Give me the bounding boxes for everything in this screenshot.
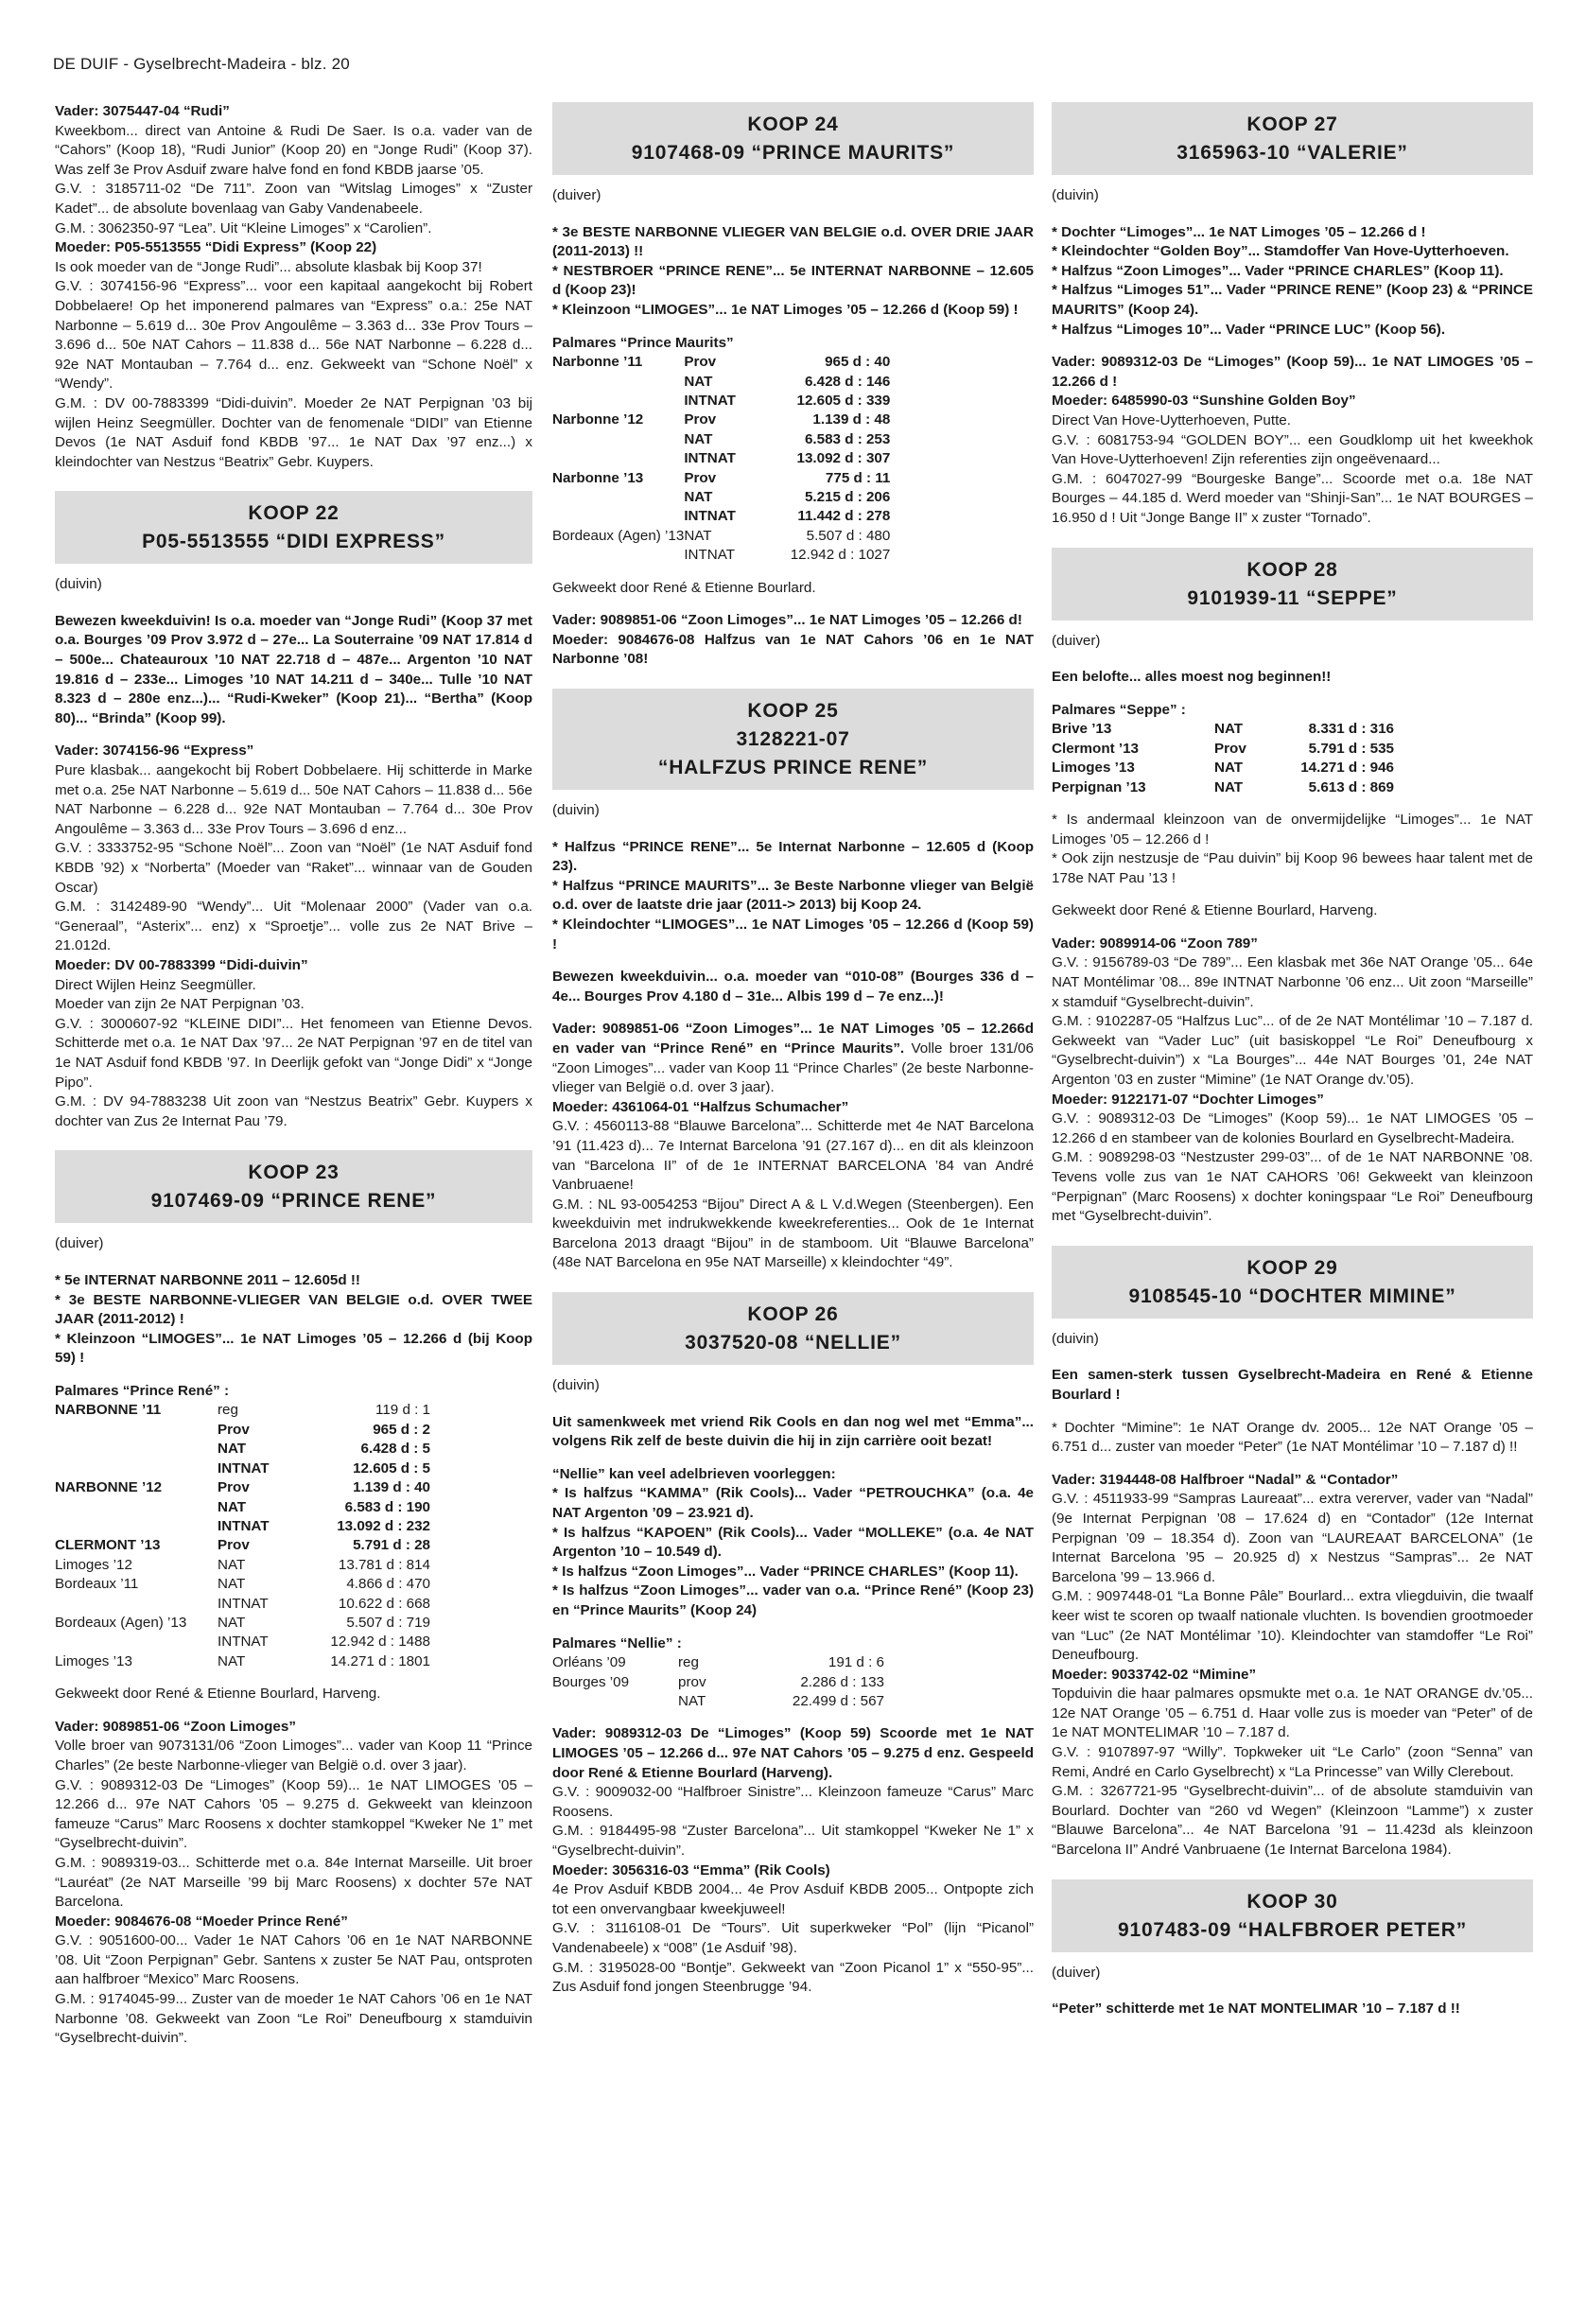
lot-sex: (duivin) bbox=[55, 576, 102, 593]
paragraph: G.V. : 9156789-03 “De 789”... Een klasbak met 36e NAT Orange ’05... 64e NAT Montélimar ’08... 89e INTNAT Narbonne ’06 enz... Uit zoon “Marseille” x stamduif “Gyselbrecht-duivin”. bbox=[1052, 954, 1533, 1010]
paragraph: Vader: 9089914-06 “Zoon 789” bbox=[1052, 935, 1258, 952]
paragraph: G.M. : 9089319-03... Schitterde met o.a. 84e Internat Marseille. Uit broer “Lauréat” (2e NAT Marseille ’99 bij Marc Roosens) x dochter 57e NAT Barcelona. bbox=[55, 1854, 532, 1911]
paragraph: * Dochter “Limoges”... 1e NAT Limoges ’05 – 12.266 d ! bbox=[1052, 223, 1426, 240]
lot-heading bbox=[552, 1292, 1034, 1365]
paragraph: * 3e BESTE NARBONNE VLIEGER VAN BELGIE o.d. OVER DRIE JAAR (2011-2013) !! bbox=[552, 223, 1034, 260]
paragraph: * Kleindochter “Golden Boy”... Stamdoffer Van Hove-Uytterhoeven. bbox=[1052, 243, 1509, 260]
palmares-row bbox=[552, 449, 890, 468]
lot-ring: 9108545-10 “DOCHTER MIMINE” bbox=[1128, 1284, 1456, 1307]
palmares-cell: 6.583 d : 190 bbox=[344, 1498, 430, 1515]
paragraph: Bewezen kweekduivin... o.a. moeder van “010-08” (Bourges 336 d – 4e... Bourges Prov 4.180 d – 31e... Albis 199 d – 7e enz...)! bbox=[552, 969, 1034, 1005]
palmares-cell: 12.942 d : 1027 bbox=[790, 547, 891, 564]
palmares-cell: prov bbox=[678, 1673, 706, 1690]
palmares-cell bbox=[55, 1633, 218, 1651]
palmares-cell: Prov bbox=[684, 469, 717, 486]
paragraph: G.V. : 9051600-00... Vader 1e NAT Cahors ’06 en 1e NAT NARBONNE ’08. Uit “Zoon Perpignan” Gebr. Santens x zuster 5e NAT Pau, ontsproten aan halfbroer “Mexico” Marc Roosens. bbox=[55, 1932, 532, 1988]
palmares-table bbox=[552, 1653, 884, 1711]
palmares-cell: NAT bbox=[684, 489, 713, 505]
paragraph: * Halfzus “Zoon Limoges”... Vader “PRINCE CHARLES” (Koop 11). bbox=[1052, 262, 1504, 279]
palmares-cell: Prov bbox=[684, 411, 717, 428]
palmares-cell bbox=[55, 1440, 218, 1459]
palmares-cell: INTNAT bbox=[218, 1634, 269, 1651]
lot-ring: 9107469-09 “PRINCE RENE” bbox=[150, 1190, 437, 1213]
palmares-row bbox=[552, 1673, 884, 1692]
palmares-cell: 2.286 d : 133 bbox=[800, 1673, 884, 1690]
paragraph: G.M. : DV 00-7883399 “Didi-duivin”. Moeder 2e NAT Perpignan ’03 bij wijlen Heinz Seegmüller. Dochter van de fenomenale “DIDI” van Etienne Devos (1e NAT Asduif fond KBDB ’97... 1e NAT Dax ’97 enz...) x kleindochter van Nestzus “Beatrix” Gebr. Kuypers. bbox=[55, 394, 532, 470]
paragraph: * Dochter “Mimine”: 1e NAT Orange dv. 2005... 12e NAT Orange ’05 – 6.751 d... zuster van moeder “Peter” (1e NAT Montélimar ’10 – 7.187 d) !! bbox=[1052, 1419, 1533, 1456]
spacer bbox=[1052, 688, 1533, 701]
palmares-cell bbox=[552, 392, 684, 411]
paragraph: * Ook zijn nestzusje de “Pau duivin” bij Koop 96 bewees haar talent met de 178e NAT Pau ’13 ! bbox=[1052, 850, 1533, 886]
palmares-row bbox=[55, 1556, 430, 1575]
spacer bbox=[1052, 921, 1533, 935]
palmares-cell: NAT bbox=[684, 430, 713, 447]
palmares-cell: reg bbox=[678, 1654, 699, 1671]
paragraph: Direct Wijlen Heinz Seegmüller. bbox=[55, 976, 256, 993]
palmares-cell: INTNAT bbox=[684, 392, 736, 409]
paragraph: Gekweekt door René & Etienne Bourlard, Harveng. bbox=[1052, 902, 1378, 919]
palmares-cell: 5.613 d : 869 bbox=[1308, 778, 1394, 795]
body-text: Volle broer 131/06 “Zoon Limoges”... vader van Koop 11 “Prince Charles” (2e beste Narbonne-vlieger van België o.d. over 3 jaar). bbox=[552, 1040, 1035, 1096]
paragraph: Vader: 3074156-96 “Express” bbox=[55, 743, 254, 760]
palmares-row bbox=[55, 1575, 430, 1594]
paragraph: * Kleinzoon “LIMOGES”... 1e NAT Limoges ’05 – 12.266 d (Koop 59) ! bbox=[552, 301, 1019, 318]
palmares-cell: 13.092 d : 232 bbox=[337, 1517, 430, 1534]
palmares-cell: 965 d : 40 bbox=[825, 354, 891, 371]
palmares-row bbox=[55, 1401, 430, 1420]
paragraph: Kweekbom... direct van Antoine & Rudi De Saer. Is o.a. vader van de “Cahors” (Koop 18), “Rudi Junior” (Koop 20) en “Jonge Rudi” (Koop 37). Was zelf 3e Prov Asduif zware halve fond en fond KBDB jaarse ’05. bbox=[55, 122, 532, 178]
palmares-row bbox=[55, 1614, 430, 1633]
palmares-cell: Prov bbox=[1214, 740, 1246, 757]
paragraph: G.V. : 9009032-00 “Halfbroer Sinistre”... Kleinzoon fameuze “Carus” Marc Roosens. bbox=[552, 1784, 1034, 1820]
palmares-table bbox=[55, 1401, 430, 1671]
palmares-cell: Prov bbox=[218, 1421, 250, 1438]
palmares-cell: Prov bbox=[684, 354, 717, 371]
lot-sex: (duiver) bbox=[1052, 1964, 1101, 1981]
palmares-cell: NAT bbox=[678, 1693, 706, 1709]
paragraph: * NESTBROER “PRINCE RENE”... 5e INTERNAT NARBONNE – 12.605 d (Koop 23)! bbox=[552, 262, 1034, 299]
palmares-cell: Bordeaux (Agen) ’13 bbox=[55, 1614, 187, 1631]
lot-sex: (duiver) bbox=[1052, 632, 1101, 649]
palmares-cell: 14.271 d : 1801 bbox=[330, 1652, 430, 1669]
palmares-row bbox=[55, 1440, 430, 1459]
paragraph: Moeder: P05-5513555 “Didi Express” (Koop 22) bbox=[55, 239, 377, 256]
palmares-cell bbox=[552, 430, 684, 449]
spacer bbox=[55, 1671, 532, 1685]
paragraph: Direct Van Hove-Uytterhoeven, Putte. bbox=[1052, 411, 1291, 428]
palmares-cell bbox=[55, 1421, 218, 1440]
palmares-cell: 5.791 d : 28 bbox=[353, 1537, 430, 1554]
spacer bbox=[1052, 1406, 1533, 1419]
palmares-row bbox=[552, 546, 890, 565]
palmares-cell bbox=[552, 507, 684, 526]
paragraph: * 3e BESTE NARBONNE-VLIEGER VAN BELGIE o.d. OVER TWEE JAAR (2011-2012) ! bbox=[55, 1291, 532, 1328]
paragraph: G.M. : 3267721-95 “Gyselbrecht-duivin”... of de absolute stamduivin van Bourlard. Dochter van “260 vd Wegen” (Kleinzoon “Lamme”) x zuster “Blauwe Barcelona”... 4e NAT Barcelona ’91 – 11.423d als kleinzoon “Barcelona II” André Vanbruaene (1e Internat Barcelona 1984). bbox=[1052, 1783, 1533, 1859]
paragraph: Moeder van zijn 2e NAT Perpignan ’03. bbox=[55, 996, 305, 1013]
palmares-cell: 191 d : 6 bbox=[828, 1654, 884, 1671]
column-1 bbox=[55, 102, 532, 2049]
paragraph: G.M. : NL 93-0054253 “Bijou” Direct A & L V.d.Wegen (Steenbergen). Een kweekduivin met indrukwekkende kweekreferenties... Ook de 1e Internat Barcelona 2013 draagt “Bijou” in de stamboom. Uit “Blauwe Barcelona” (48e NAT Barcelona en 95e NAT Marseille) x kleindochter “49”. bbox=[552, 1196, 1034, 1271]
paragraph: Vader: 9089312-03 De “Limoges” (Koop 59)... 1e NAT LIMOGES ’05 – 12.266 d ! bbox=[1052, 354, 1533, 390]
palmares-cell: 119 d : 1 bbox=[375, 1402, 430, 1419]
palmares-row bbox=[55, 1633, 430, 1651]
lot-ring: P05-5513555 “DIDI EXPRESS” bbox=[142, 531, 445, 553]
palmares-cell: Perpignan ’13 bbox=[1052, 778, 1146, 795]
palmares-cell: Bordeaux (Agen) ’13 bbox=[552, 527, 685, 544]
lot-heading bbox=[55, 1150, 532, 1223]
palmares-row bbox=[55, 1536, 430, 1555]
paragraph: * Is halfzus “Zoon Limoges”... Vader “PRINCE CHARLES” (Koop 11). bbox=[552, 1563, 1019, 1580]
paragraph: G.M. : 9097448-01 “La Bonne Pâle” Bourlard... extra vliegduivin, die twaalf keer wist te scoren op twaalf nationale vluchten. Is bovendien grootmoeder van “Luc” (2e NAT Montélimar ’10). Kleindochter van stamdoffer “Le Roi” Deneufbourg. bbox=[1052, 1588, 1533, 1664]
paragraph: * Halfzus “Limoges 51”... Vader “PRINCE RENE” (Koop 23) & “PRINCE MAURITS” (Koop 24). bbox=[1052, 282, 1533, 318]
spacer bbox=[552, 321, 1034, 334]
lot-name: “HALFZUS PRINCE RENE” bbox=[657, 757, 929, 778]
palmares-row bbox=[552, 430, 890, 449]
lot-ring: 3128221-07 bbox=[736, 728, 850, 750]
lot-number: KOOP 23 bbox=[248, 1162, 340, 1184]
palmares-row bbox=[55, 1478, 430, 1497]
palmares-cell: Bourges ’09 bbox=[552, 1673, 630, 1690]
palmares-cell bbox=[552, 373, 684, 392]
palmares-cell: INTNAT bbox=[684, 450, 736, 467]
paragraph: Topduivin die haar palmares opsmukte met o.a. 1e NAT ORANGE dv.’05... 12e NAT Orange ’05 – 6.751 d. Haar volle zus is moeder van “Peter” of de 1e NAT MONTELIMAR ’10 – 7.187 d. bbox=[1052, 1686, 1533, 1741]
spacer bbox=[55, 728, 532, 742]
lot-number: KOOP 30 bbox=[1246, 1890, 1338, 1913]
palmares-cell: NAT bbox=[684, 373, 713, 390]
paragraph: G.M. : 3195028-00 “Bontje”. Gekweekt van “Zoon Picanol 1” x “550-95”... Zus Asduif fond jongen Steenbrugge ’94. bbox=[552, 1959, 1034, 1996]
palmares-cell bbox=[552, 449, 684, 468]
paragraph: Palmares “Prince Maurits” bbox=[552, 334, 734, 351]
palmares-cell: NAT bbox=[218, 1556, 246, 1573]
paragraph: G.M. : 3142489-90 “Wendy”... Uit “Molenaar 2000” (Vader van o.a. “Generaal”, “Asterix”... enz) x “Sproetje”... volle zus 2e NAT Brive – 21.012d. bbox=[55, 899, 532, 954]
palmares-cell: INTNAT bbox=[218, 1459, 270, 1477]
palmares-cell: 13.092 d : 307 bbox=[796, 450, 891, 467]
spacer bbox=[552, 1711, 1034, 1724]
palmares-cell: 6.583 d : 253 bbox=[804, 430, 891, 447]
paragraph: G.V. : 9107897-97 “Willy”. Topkweker uit “Le Carlo” (zoon “Senna” van Remi, André en Carlo Gyselbrecht) x “La Princesse” van Willy Clerebout. bbox=[1052, 1744, 1533, 1780]
spacer bbox=[1052, 340, 1533, 353]
paragraph: * Halfzus “Limoges 10”... Vader “PRINCE LUC” (Koop 56). bbox=[1052, 321, 1446, 338]
paragraph: * Is halfzus “KAPOEN” (Rik Cools)... Vader “MOLLEKE” (o.a. 4e NAT Argenton ’10 – 10.549 d). bbox=[552, 1524, 1034, 1561]
palmares-cell bbox=[55, 1517, 218, 1536]
spacer bbox=[552, 598, 1034, 611]
palmares-cell: INTNAT bbox=[218, 1517, 270, 1534]
bold-text: Vader: 9089851-06 “Zoon Limoges”... 1e NAT Limoges ’05 – 12.266d en vader van “Prince René” en “Prince Maurits”. bbox=[552, 1021, 1034, 1057]
paragraph: G.V. : 6081753-94 “GOLDEN BOY”... een Goudklomp uit het kweekhok Van Hove-Uytterhoeven! Zijn referenties zijn ongeëvenaard... bbox=[1052, 431, 1533, 468]
palmares-cell: 965 d : 2 bbox=[373, 1421, 430, 1438]
lot-ring: 9107483-09 “HALFBROER PETER” bbox=[1117, 1918, 1467, 1941]
palmares-row bbox=[55, 1498, 430, 1517]
paragraph: Palmares “Seppe” : bbox=[1052, 701, 1186, 718]
palmares-cell bbox=[552, 546, 684, 565]
lot-sex: (duivin) bbox=[1052, 1330, 1099, 1347]
palmares-cell: 1.139 d : 40 bbox=[353, 1479, 430, 1496]
paragraph: * Is halfzus “Zoon Limoges”... vader van o.a. “Prince René” (Koop 23) en “Prince Maurits” (Koop 24) bbox=[552, 1582, 1034, 1618]
paragraph: G.M. : 9184495-98 “Zuster Barcelona”... Uit stamkoppel “Kweker Ne 1” x “Gyselbrecht-duivin”. bbox=[552, 1823, 1034, 1859]
palmares-cell: NAT bbox=[1214, 778, 1244, 795]
palmares-cell: 22.499 d : 567 bbox=[792, 1693, 884, 1709]
palmares-row bbox=[552, 1692, 884, 1711]
spacer bbox=[552, 566, 1034, 579]
paragraph: G.V. : 3074156-96 “Express”... voor een kapitaal aangekocht bij Robert Dobbelaere! Op het imponerend palmares van “Express” o.a.: 25e NAT Narbonne – 5.619 d... 30e Prov Angoulême – 3.363 d... 33e Prov Tours – 3.696 d... 50e NAT Cahors – 11.838 d... 56e NAT Narbonne – 6.228 d... 92e NAT Montauban – 7.764 d... enz. Gekweekt van “Schone Noël” x “Wendy”. bbox=[55, 278, 532, 393]
paragraph: G.V. : 4560113-88 “Blauwe Barcelona”... Schitterde met 4e NAT Barcelona ’91 (11.423 d)... 7e Internat Barcelona ’91 (27.167 d)... en dit als kleinzoon van “Barcelona II” of de 1e INTERNAT BARCELONA ’84 van André Vanbruaene! bbox=[552, 1118, 1034, 1194]
palmares-cell: Prov bbox=[218, 1537, 250, 1554]
palmares-row bbox=[552, 527, 890, 546]
palmares-row bbox=[55, 1421, 430, 1440]
lot-number: KOOP 28 bbox=[1246, 558, 1338, 581]
paragraph: * Halfzus “PRINCE MAURITS”... 3e Beste Narbonne vlieger van België o.d. over de laatste drie jaar (2011-> 2013) bij Koop 24. bbox=[552, 877, 1034, 914]
lot-number: KOOP 22 bbox=[248, 502, 340, 525]
spacer bbox=[55, 1704, 532, 1718]
paragraph: Is ook moeder van de “Jonge Rudi”... absolute klasbak bij Koop 37! bbox=[55, 258, 482, 275]
paragraph: * Is andermaal kleinzoon van de onvermijdelijke “Limoges”... 1e NAT Limoges ’05 – 12.266 d ! bbox=[1052, 811, 1533, 847]
lot-number: KOOP 27 bbox=[1246, 114, 1338, 135]
palmares-row bbox=[552, 411, 890, 429]
palmares-cell bbox=[552, 488, 684, 507]
paragraph: G.M. : 3062350-97 “Lea”. Uit “Kleine Limoges” x “Carolien”. bbox=[55, 219, 432, 236]
paragraph: Moeder: 9033742-02 “Mimine” bbox=[1052, 1666, 1257, 1683]
lot-heading bbox=[1052, 548, 1533, 620]
paragraph: Moeder: 9084676-08 “Moeder Prince René” bbox=[55, 1913, 348, 1930]
palmares-row bbox=[552, 353, 890, 372]
palmares-cell: INTNAT bbox=[218, 1595, 269, 1612]
paragraph: Uit samenkweek met vriend Rik Cools en dan nog wel met “Emma”... volgens Rik zelf de beste duivin die hij in zijn carrière ooit bezat! bbox=[552, 1413, 1034, 1450]
palmares-cell: 1.139 d : 48 bbox=[812, 411, 891, 428]
paragraph: Pure klasbak... aangekocht bij Robert Dobbelaere. Hij schitterde in Marke met o.a. 25e NAT Narbonne – 5.619 d... 50e NAT Cahors – 11.838 d... 56e NAT Narbonne – 6.228 d... 92e NAT Montauban – 7.764 d... 30e Prov Angoulême – 3.363 d... 33e Prov Tours – 3.696 d enz... bbox=[55, 762, 532, 837]
palmares-cell: 11.442 d : 278 bbox=[797, 508, 891, 525]
palmares-cell: NAT bbox=[218, 1441, 247, 1458]
palmares-cell bbox=[55, 1595, 218, 1614]
lot-ring: 3037520-08 “NELLIE” bbox=[685, 1332, 901, 1354]
paragraph: G.V. : 9089312-03 De “Limoges” (Koop 59)... 1e NAT LIMOGES ’05 – 12.266 d en stambeer van de kolonies Bourlard en Gyselbrecht-Madeira. bbox=[1052, 1110, 1533, 1146]
palmares-cell: Narbonne ’13 bbox=[552, 469, 644, 486]
spacer bbox=[55, 1369, 532, 1382]
lot-number: KOOP 24 bbox=[747, 114, 839, 135]
spacer bbox=[552, 954, 1034, 968]
palmares-cell: INTNAT bbox=[684, 508, 736, 525]
paragraph: G.M. : 9089298-03 “Nestzuster 299-03”... of de 1e NAT NARBONNE ’08. Tevens volle zus van 1e NAT CAHORS ’06! Gekweekt van kleinzoon “Perpignan” (Marc Roosens) x dochter koningspaar “Le Roi” Deneufbourg met “Gyselbrecht-duivin”. bbox=[1052, 1149, 1533, 1225]
lot-heading bbox=[1052, 1879, 1533, 1952]
lot-sex: (duiver) bbox=[55, 1235, 104, 1252]
lot-ring: 9107468-09 “PRINCE MAURITS” bbox=[631, 142, 955, 164]
lot-heading bbox=[1052, 1246, 1533, 1319]
palmares-cell: CLERMONT ’13 bbox=[55, 1537, 161, 1554]
paragraph bbox=[552, 1020, 1034, 1097]
palmares-cell: Clermont ’13 bbox=[1052, 740, 1139, 757]
paragraph: Een samen-sterk tussen Gyselbrecht-Madeira en René & Etienne Bourlard ! bbox=[1052, 1367, 1533, 1403]
palmares-table bbox=[552, 353, 890, 565]
paragraph: G.M. : 9174045-99... Zuster van de moeder 1e NAT Cahors ’06 en 1e NAT Narbonne ’08. Gekweekt van Zoon “Le Roi” Deneufbourg x stamduivin “Gyselbrecht-duivin”. bbox=[55, 1991, 532, 2047]
palmares-row bbox=[55, 1652, 430, 1671]
paragraph: Bewezen kweekduivin! Is o.a. moeder van “Jonge Rudi” (Koop 37 met o.a. Bourges ’09 Prov 3.972 d – 27e... La Souterraine ’09 NAT 17.814 d – 500e... Chateauroux ’10 NAT 22.718 d – 487e... Argenton ’10 NAT 19.816 d – 233e... Limoges ’10 NAT 14.211 d – 340e... Tulle ’10 NAT 8.323 d – 280e enz...)... “Rudi-Kweker” (Koop 21)... “Bertha” (Koop 80)... “Brinda” (Koop 99). bbox=[55, 612, 532, 726]
palmares-cell: 12.605 d : 5 bbox=[353, 1459, 430, 1477]
palmares-cell: NAT bbox=[218, 1498, 247, 1515]
paragraph: * 5e INTERNAT NARBONNE 2011 – 12.605d !! bbox=[55, 1271, 360, 1288]
palmares-row bbox=[55, 1517, 430, 1536]
palmares-cell: Narbonne ’11 bbox=[552, 354, 643, 371]
lot-number: KOOP 29 bbox=[1246, 1256, 1338, 1279]
palmares-cell: 14.271 d : 946 bbox=[1300, 760, 1394, 777]
palmares-row bbox=[1052, 778, 1394, 797]
paragraph: Moeder: 4361064-01 “Halfzus Schumacher” bbox=[552, 1098, 849, 1115]
paragraph: Een belofte... alles moest nog beginnen!! bbox=[1052, 669, 1332, 686]
paragraph: G.M. : 6047027-99 “Bourgeske Bange”... Scoorde met o.a. 18e NAT Bourges – 44.185 d. Werd moeder van “Shinji-San”... 1e NAT BOURGES – 16.950 d ! Uit “Jonge Bange II” x zuster “Tornado”. bbox=[1052, 470, 1533, 526]
palmares-cell: 8.331 d : 316 bbox=[1308, 721, 1394, 738]
palmares-cell: 4.866 d : 470 bbox=[346, 1576, 430, 1593]
page-header: DE DUIF - Gyselbrecht-Madeira - blz. 20 bbox=[53, 55, 350, 73]
lot-number: KOOP 26 bbox=[747, 1303, 839, 1326]
lot-heading bbox=[1052, 102, 1533, 175]
palmares-row bbox=[55, 1459, 430, 1478]
paragraph: * Halfzus “PRINCE RENE”... 5e Internat Narbonne – 12.605 d (Koop 23). bbox=[552, 838, 1034, 875]
palmares-cell: NAT bbox=[218, 1614, 246, 1631]
lot-sex: (duivin) bbox=[552, 802, 600, 818]
palmares-cell: 5.215 d : 206 bbox=[804, 489, 891, 505]
spacer bbox=[1052, 888, 1533, 901]
lot-sex: (duiver) bbox=[552, 187, 601, 203]
palmares-cell: NAT bbox=[218, 1576, 246, 1593]
palmares-cell: NAT bbox=[1214, 760, 1244, 777]
palmares-cell: NARBONNE ’12 bbox=[55, 1479, 163, 1496]
palmares-cell: 5.507 d : 719 bbox=[346, 1614, 430, 1631]
paragraph: Moeder: 6485990-03 “Sunshine Golden Boy” bbox=[1052, 393, 1356, 410]
paragraph: G.M. : 9102287-05 “Halfzus Luc”... of de 2e NAT Montélimar ’10 – 7.187 d. Gekweekt van “Vader Luc” (uit basiskoppel “Le Roi” Deneufbourg x “Gyselbrecht-duivin”) x “La Bourges”... 44e NAT Bourges ’01, 24e NAT Argenton ’03 en zuster “Mimine” (1e NAT Orange dv.’05). bbox=[1052, 1013, 1533, 1089]
palmares-cell bbox=[552, 1692, 678, 1711]
palmares-cell: Brive ’13 bbox=[1052, 721, 1112, 738]
palmares-table bbox=[1052, 720, 1394, 797]
lot-heading bbox=[55, 491, 532, 564]
palmares-cell: 5.507 d : 480 bbox=[806, 527, 891, 544]
lot-heading bbox=[552, 689, 1034, 790]
palmares-row bbox=[552, 392, 890, 411]
palmares-cell: INTNAT bbox=[684, 547, 736, 564]
palmares-cell: 12.942 d : 1488 bbox=[330, 1634, 430, 1651]
palmares-row bbox=[1052, 720, 1394, 739]
palmares-cell: 6.428 d : 146 bbox=[804, 373, 891, 390]
palmares-cell: Bordeaux ’11 bbox=[55, 1576, 139, 1593]
paragraph: Moeder: 9122171-07 “Dochter Limoges” bbox=[1052, 1091, 1324, 1108]
palmares-cell: 775 d : 11 bbox=[825, 469, 891, 486]
spacer bbox=[552, 1621, 1034, 1634]
palmares-row bbox=[552, 1653, 884, 1672]
paragraph: Vader: 9089312-03 De “Limoges” (Koop 59) Scoorde met 1e NAT LIMOGES ’05 – 12.266 d... 97e NAT Cahors ’05 – 9.275 d enz. Gespeeld door René & Etienne Bourlard (Harveng). bbox=[552, 1725, 1034, 1781]
paragraph: Moeder: 3056316-03 “Emma” (Rik Cools) bbox=[552, 1861, 830, 1878]
palmares-cell: NARBONNE ’11 bbox=[55, 1402, 162, 1419]
palmares-row bbox=[1052, 759, 1394, 778]
paragraph: Vader: 9089851-06 “Zoon Limoges” bbox=[55, 1718, 296, 1735]
palmares-row bbox=[552, 469, 890, 488]
palmares-row bbox=[552, 488, 890, 507]
palmares-cell: 13.781 d : 814 bbox=[338, 1556, 430, 1573]
lot-ring: 9101939-11 “SEPPE” bbox=[1187, 586, 1398, 609]
palmares-cell: 5.791 d : 535 bbox=[1308, 740, 1394, 757]
paragraph: G.M. : DV 94-7883238 Uit zoon van “Nestzus Beatrix” Gebr. Kuypers x dochter van Zus 2e Internat Pau ’79. bbox=[55, 1093, 532, 1129]
palmares-cell: Limoges ’12 bbox=[55, 1556, 132, 1573]
paragraph: 4e Prov Asduif KBDB 2004... 4e Prov Asduif KBDB 2005... Ontpopte zich tot een onvervangbaar kweekjuweel! bbox=[552, 1881, 1034, 1917]
spacer bbox=[1052, 797, 1533, 811]
lot-number: KOOP 25 bbox=[747, 700, 839, 722]
paragraph: G.V. : 3000607-92 “KLEINE DIDI”... Het fenomeen van Etienne Devos. Schitterde met o.a. 1e NAT Dax ’97... 2e NAT Perpignan ’97 en de titel van 1e NAT Asduif fond KBDB ’97. In Deerlijk gefokt van “Jonge Didi” x “Jonge Pipo”. bbox=[55, 1015, 532, 1091]
palmares-row bbox=[552, 507, 890, 526]
paragraph: Palmares “Nellie” : bbox=[552, 1634, 682, 1651]
paragraph: G.V. : 4511933-99 “Sampras Laureaat”... extra vererver, vader van “Nadal” (9e Internat Perpignan ’08 – 17.624 d) en “Contador” (12e Internat Perpignan ’09 – 18.354 d). Zoon van “LAUREAAT BARCELONA” (1e Internat Barcelona ’95 – 20.925 d) x Nestzus “Sampras”... 2e NAT Barcelona ’99 – 13.966 d. bbox=[1052, 1491, 1533, 1585]
lot-heading bbox=[552, 102, 1034, 175]
palmares-row bbox=[1052, 740, 1394, 759]
paragraph: Volle broer van 9073131/06 “Zoon Limoges”... vader van Koop 11 “Prince Charles” (2e beste Narbonne-vlieger van België o.d. over 3 jaar). bbox=[55, 1738, 532, 1774]
palmares-cell: reg bbox=[218, 1402, 238, 1419]
column-3 bbox=[1052, 102, 1533, 2019]
lot-sex: (duivin) bbox=[552, 1377, 600, 1394]
palmares-cell: Limoges ’13 bbox=[1052, 760, 1135, 777]
paragraph: “Nellie” kan veel adelbrieven voorleggen: bbox=[552, 1465, 836, 1482]
spacer bbox=[1052, 1458, 1533, 1471]
palmares-cell bbox=[55, 1459, 218, 1478]
palmares-cell: 6.428 d : 5 bbox=[360, 1441, 430, 1458]
palmares-cell: Narbonne ’12 bbox=[552, 411, 644, 428]
paragraph: Moeder: DV 00-7883399 “Didi-duivin” bbox=[55, 956, 308, 973]
palmares-cell: NAT bbox=[1214, 721, 1244, 738]
paragraph: * Kleinzoon “LIMOGES”... 1e NAT Limoges ’05 – 12.266 d (bij Koop 59) ! bbox=[55, 1330, 532, 1367]
paragraph: Moeder: 9084676-08 Halfzus van 1e NAT Cahors ’06 en 1e NAT Narbonne ’08! bbox=[552, 631, 1034, 668]
paragraph: * Is halfzus “KAMMA” (Rik Cools)... Vader “PETROUCHKA” (o.a. 4e NAT Argenton ’09 – 23.921 d). bbox=[552, 1485, 1034, 1522]
palmares-cell: Prov bbox=[218, 1479, 250, 1496]
palmares-cell: NAT bbox=[684, 527, 712, 544]
lot-sex: (duivin) bbox=[1052, 187, 1099, 203]
paragraph: Vader: 9089851-06 “Zoon Limoges”... 1e NAT Limoges ’05 – 12.266 d! bbox=[552, 612, 1022, 629]
palmares-cell: 10.622 d : 668 bbox=[338, 1595, 430, 1612]
paragraph: G.V. : 3116108-01 De “Tours”. Uit superkweker “Pol” (lijn “Picanol” Vandenabeele) x “008” (1e Asduif ’98). bbox=[552, 1920, 1034, 1956]
lot-ring: 3165963-10 “VALERIE” bbox=[1176, 142, 1408, 164]
palmares-cell: Orléans ’09 bbox=[552, 1654, 626, 1671]
palmares-cell: Limoges ’13 bbox=[55, 1652, 132, 1669]
paragraph: Gekweekt door René & Etienne Bourlard. bbox=[552, 579, 816, 596]
paragraph: Vader: 3194448-08 Halfbroer “Nadal” & “Contador” bbox=[1052, 1471, 1399, 1488]
paragraph: Gekweekt door René & Etienne Bourlard, Harveng. bbox=[55, 1686, 381, 1703]
palmares-cell: 12.605 d : 339 bbox=[796, 392, 891, 409]
palmares-row bbox=[552, 373, 890, 392]
paragraph: * Kleindochter “LIMOGES”... 1e NAT Limoges ’05 – 12.266 d (Koop 59) ! bbox=[552, 916, 1034, 952]
palmares-cell bbox=[55, 1498, 218, 1517]
paragraph: G.V. : 3333752-95 “Schone Noël”... Zoon van “Noël” (1e NAT Asduif fond KBDB ’92) x “Norberta” (Moeder van “Raket”... winnaar van de Gouden Oscar) bbox=[55, 840, 532, 896]
palmares-row bbox=[55, 1595, 430, 1614]
paragraph: Vader: 3075447-04 “Rudi” bbox=[55, 103, 230, 119]
spacer bbox=[552, 1006, 1034, 1020]
paragraph: G.V. : 9089312-03 De “Limoges” (Koop 59)... 1e NAT LIMOGES ’05 – 12.266 d... 97e NAT Cahors ’05 – 9.275 d. Gekweekt van kleinzoon fameuze “Carus” Marc Roosens x dochter stamkoppel “Kweker Ne 1” met “Gyselbrecht-duivin”. bbox=[55, 1776, 532, 1852]
paragraph: G.V. : 3185711-02 “De 711”. Zoon van “Witslag Limoges” x “Zuster Kadet”... de absolute bovenlaag van Gaby Vandenabeele. bbox=[55, 181, 532, 217]
paragraph: “Peter” schitterde met 1e NAT MONTELIMAR ’10 – 7.187 d !! bbox=[1052, 2001, 1460, 2018]
spacer bbox=[552, 1452, 1034, 1465]
paragraph: Palmares “Prince René” : bbox=[55, 1382, 230, 1399]
column-2 bbox=[552, 102, 1034, 1998]
palmares-cell: NAT bbox=[218, 1652, 246, 1669]
